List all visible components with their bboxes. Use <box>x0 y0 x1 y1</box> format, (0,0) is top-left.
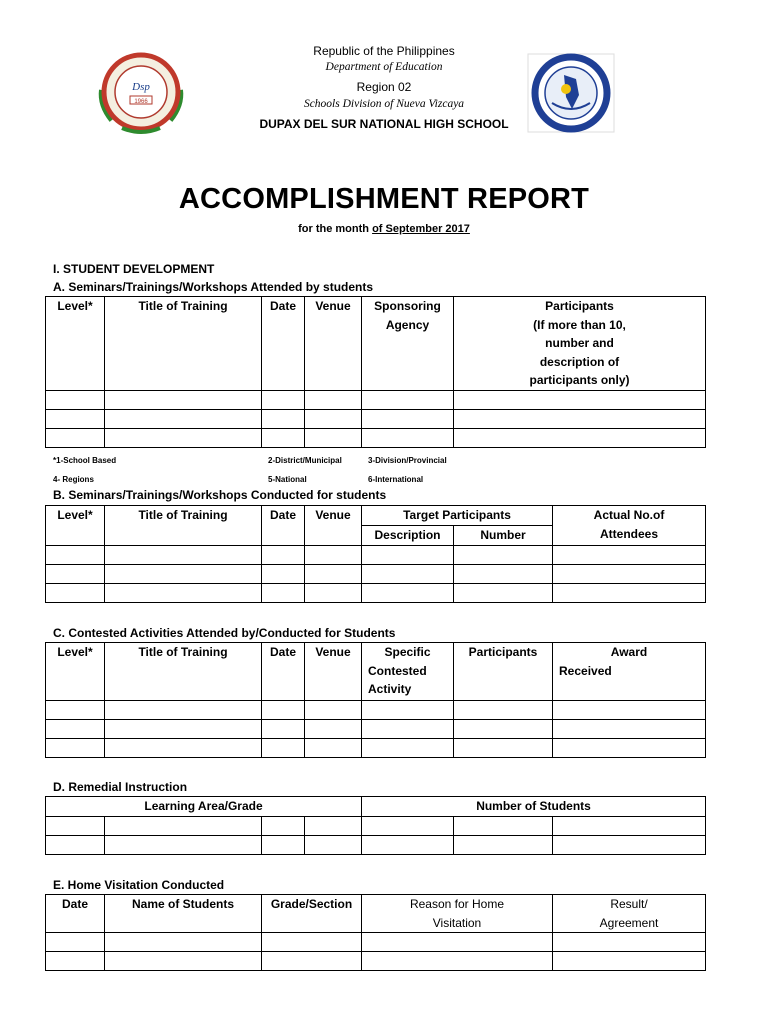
header-division: Schools Division of Nueva Vizcaya <box>303 98 465 110</box>
section-b-heading: B. Seminars/Trainings/Workshops Conducted for students <box>53 488 387 502</box>
table-row <box>46 817 706 836</box>
col-title-of-training: Title of Training <box>105 297 262 391</box>
report-period-prefix: for the month <box>298 223 369 235</box>
col-date: Date <box>262 506 305 546</box>
report-period-month: of September 2017 <box>372 223 470 235</box>
col-actual-line2: Attendees <box>599 526 658 541</box>
legend-regions: 4- Regions <box>53 475 94 484</box>
col-venue: Venue <box>305 643 362 701</box>
award-line2: Received <box>559 663 612 678</box>
result-line2: Agreement <box>599 915 659 930</box>
participants-note-2: number and <box>545 336 614 350</box>
header-country: Republic of the Philippines <box>313 44 455 58</box>
col-grade-section: Grade/Section <box>262 895 362 933</box>
logo-year: 1966 <box>134 99 148 105</box>
table-row <box>46 739 706 758</box>
page-title: ACCOMPLISHMENT REPORT <box>178 183 590 215</box>
table-contested-activities <box>45 642 706 758</box>
col-number-of-students: Number of Students <box>362 797 706 817</box>
reason-line1: Reason for Home <box>409 897 505 911</box>
legend-school-based: *1-School Based <box>53 456 117 465</box>
col-target-participants: Target Participants <box>362 506 553 526</box>
table-home-visitation <box>45 894 706 971</box>
header-department: Department of Education <box>325 61 443 73</box>
legend-district: 2-District/Municipal <box>268 456 342 465</box>
col-sponsoring-line2: Agency <box>385 317 430 332</box>
col-specific-contested-activity <box>362 643 454 701</box>
table-seminars-attended <box>45 296 706 448</box>
reason-line2: Visitation <box>432 915 482 930</box>
col-participants <box>454 297 706 391</box>
col-date: Date <box>46 895 105 933</box>
section-a-heading: A. Seminars/Trainings/Workshops Attended by students <box>53 280 374 294</box>
table-row <box>46 836 706 855</box>
header-region: Region 02 <box>356 80 412 94</box>
col-award-received <box>553 643 706 701</box>
result-line1: Result/ <box>610 897 648 911</box>
col-level: Level* <box>46 297 105 391</box>
participants-note-3: description of <box>539 354 620 369</box>
table-row <box>46 391 706 410</box>
col-title-of-training: Title of Training <box>105 643 262 701</box>
section-d-heading: D. Remedial Instruction <box>53 780 188 794</box>
table-row <box>46 584 706 603</box>
col-actual-line1: Actual No.of <box>593 508 665 522</box>
table-row <box>46 952 706 971</box>
section-student-development: I. STUDENT DEVELOPMENT <box>53 262 215 276</box>
legend-national: 5-National <box>268 475 307 484</box>
col-venue: Venue <box>305 297 362 391</box>
specific-line1: Specific <box>384 645 431 659</box>
col-participants: Participants <box>454 643 553 701</box>
specific-line2: Contested <box>368 663 427 678</box>
participants-note-4: participants only) <box>529 373 630 387</box>
header-school: DUPAX DEL SUR NATIONAL HIGH SCHOOL <box>259 117 509 131</box>
table-row <box>46 410 706 429</box>
col-level: Level* <box>46 506 105 546</box>
col-number: Number <box>454 526 553 546</box>
col-title-of-training: Title of Training <box>105 506 262 546</box>
legend-international: 6-International <box>368 475 424 484</box>
svg-text:Dsp: Dsp <box>132 81 150 93</box>
col-result-agreement <box>553 895 706 933</box>
col-date: Date <box>262 643 305 701</box>
table-row <box>46 933 706 952</box>
table-row <box>46 565 706 584</box>
col-sponsoring-agency <box>362 297 454 391</box>
col-actual-attendees <box>553 506 706 546</box>
table-row <box>46 701 706 720</box>
col-description: Description <box>362 526 454 546</box>
col-level: Level* <box>46 643 105 701</box>
table-remedial-instruction <box>45 796 706 855</box>
col-date: Date <box>262 297 305 391</box>
table-row <box>46 720 706 739</box>
specific-line3: Activity <box>368 682 412 696</box>
col-sponsoring-line1: Sponsoring <box>374 299 441 313</box>
legend-division: 3-Division/Provincial <box>368 456 447 465</box>
table-seminars-conducted <box>45 505 706 603</box>
section-e-heading: E. Home Visitation Conducted <box>53 878 225 892</box>
award-line1: Award <box>610 645 648 659</box>
section-c-heading: C. Contested Activities Attended by/Conducted for Students <box>53 626 396 640</box>
report-period <box>0 223 768 235</box>
participants-note-1: (If more than 10, <box>533 317 626 332</box>
table-row <box>46 429 706 448</box>
col-venue: Venue <box>305 506 362 546</box>
table-row <box>46 546 706 565</box>
col-learning-area-grade: Learning Area/Grade <box>46 797 362 817</box>
col-participants-label: Participants <box>545 299 614 313</box>
col-name-of-students: Name of Students <box>105 895 262 933</box>
col-reason-for-visitation <box>362 895 553 933</box>
